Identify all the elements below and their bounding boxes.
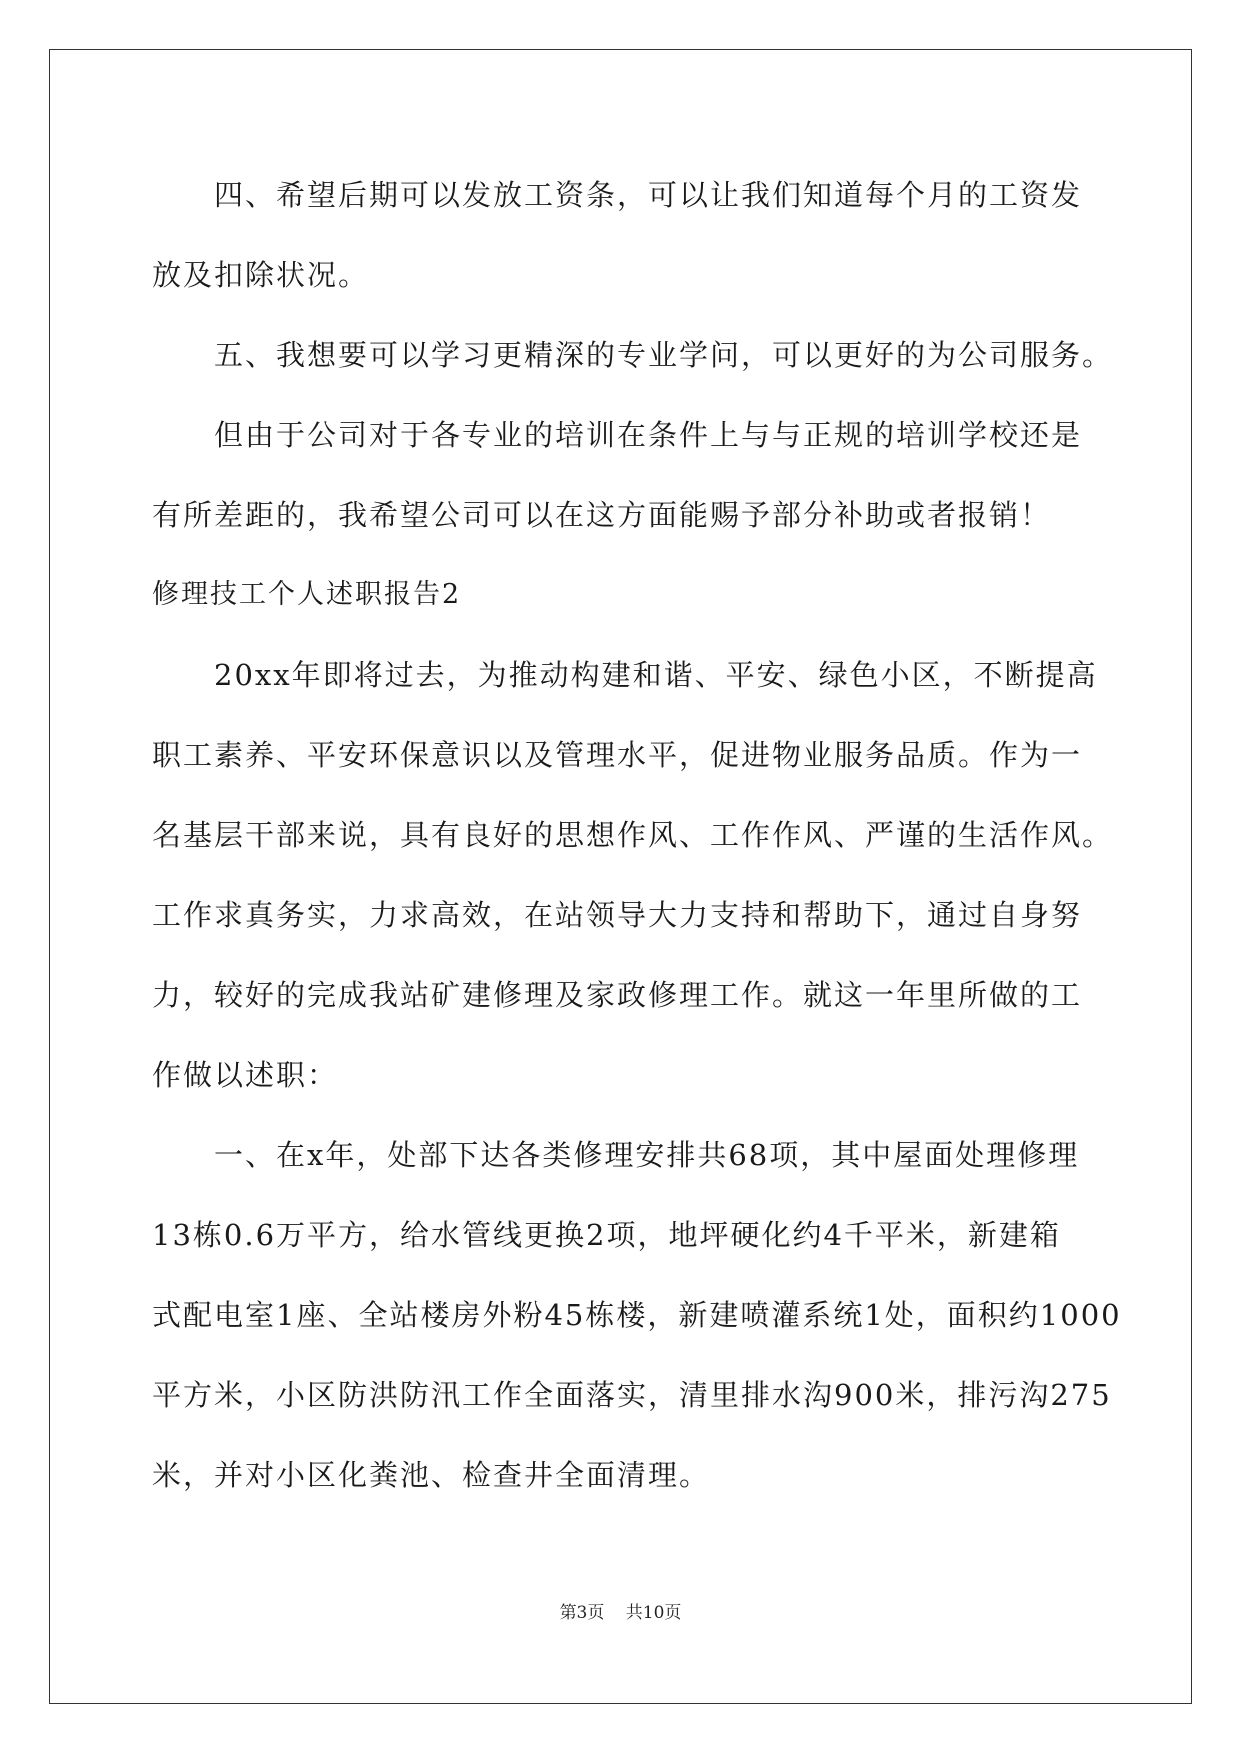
paragraph-line: 13栋0.6万平方，给水管线更换2项，地坪硬化约4千平米，新建箱 [152, 1218, 1061, 1252]
paragraph-line: 力，较好的完成我站矿建修理及家政修理工作。就这一年里所做的工 [152, 978, 1083, 1012]
paragraph-line: 平方米，小区防洪防汛工作全面落实，清里排水沟900米，排污沟275 [152, 1378, 1112, 1412]
paragraph-line: 四、希望后期可以发放工资条，可以让我们知道每个月的工资发 [214, 178, 1083, 212]
page-number: 第3页 [559, 1603, 605, 1623]
paragraph-line: 五、我想要可以学习更精深的专业学问，可以更好的为公司服务。 [214, 338, 1114, 372]
paragraph-line: 职工素养、平安环保意识以及管理水平，促进物业服务品质。作为一 [152, 738, 1083, 772]
paragraph-line: 作做以述职： [152, 1058, 339, 1092]
paragraph-line: 式配电室1座、全站楼房外粉45栋楼，新建喷灌系统1处，面积约1000 [152, 1298, 1122, 1332]
paragraph-line: 20xx年即将过去，为推动构建和谐、平安、绿色小区，不断提高 [214, 658, 1098, 692]
page-total: 共10页 [625, 1603, 682, 1623]
document-body [152, 155, 1122, 1515]
paragraph-line: 放及扣除状况。 [152, 258, 370, 292]
paragraph-line: 工作求真务实，力求高效，在站领导大力支持和帮助下，通过自身努 [152, 898, 1083, 932]
paragraph-line: 有所差距的，我希望公司可以在这方面能赐予部分补助或者报销！ [152, 498, 1052, 532]
section-title: 修理技工个人述职报告2 [152, 579, 462, 610]
paragraph-line: 米，并对小区化粪池、检查井全面清理。 [152, 1458, 711, 1492]
page-footer [0, 1598, 1241, 1623]
paragraph-line: 一、在x年，处部下达各类修理安排共68项，其中屋面处理修理 [214, 1138, 1080, 1172]
paragraph-line: 名基层干部来说，具有良好的思想作风、工作作风、严谨的生活作风。 [152, 818, 1114, 852]
paragraph-line: 但由于公司对于各专业的培训在条件上与与正规的培训学校还是 [214, 418, 1083, 452]
